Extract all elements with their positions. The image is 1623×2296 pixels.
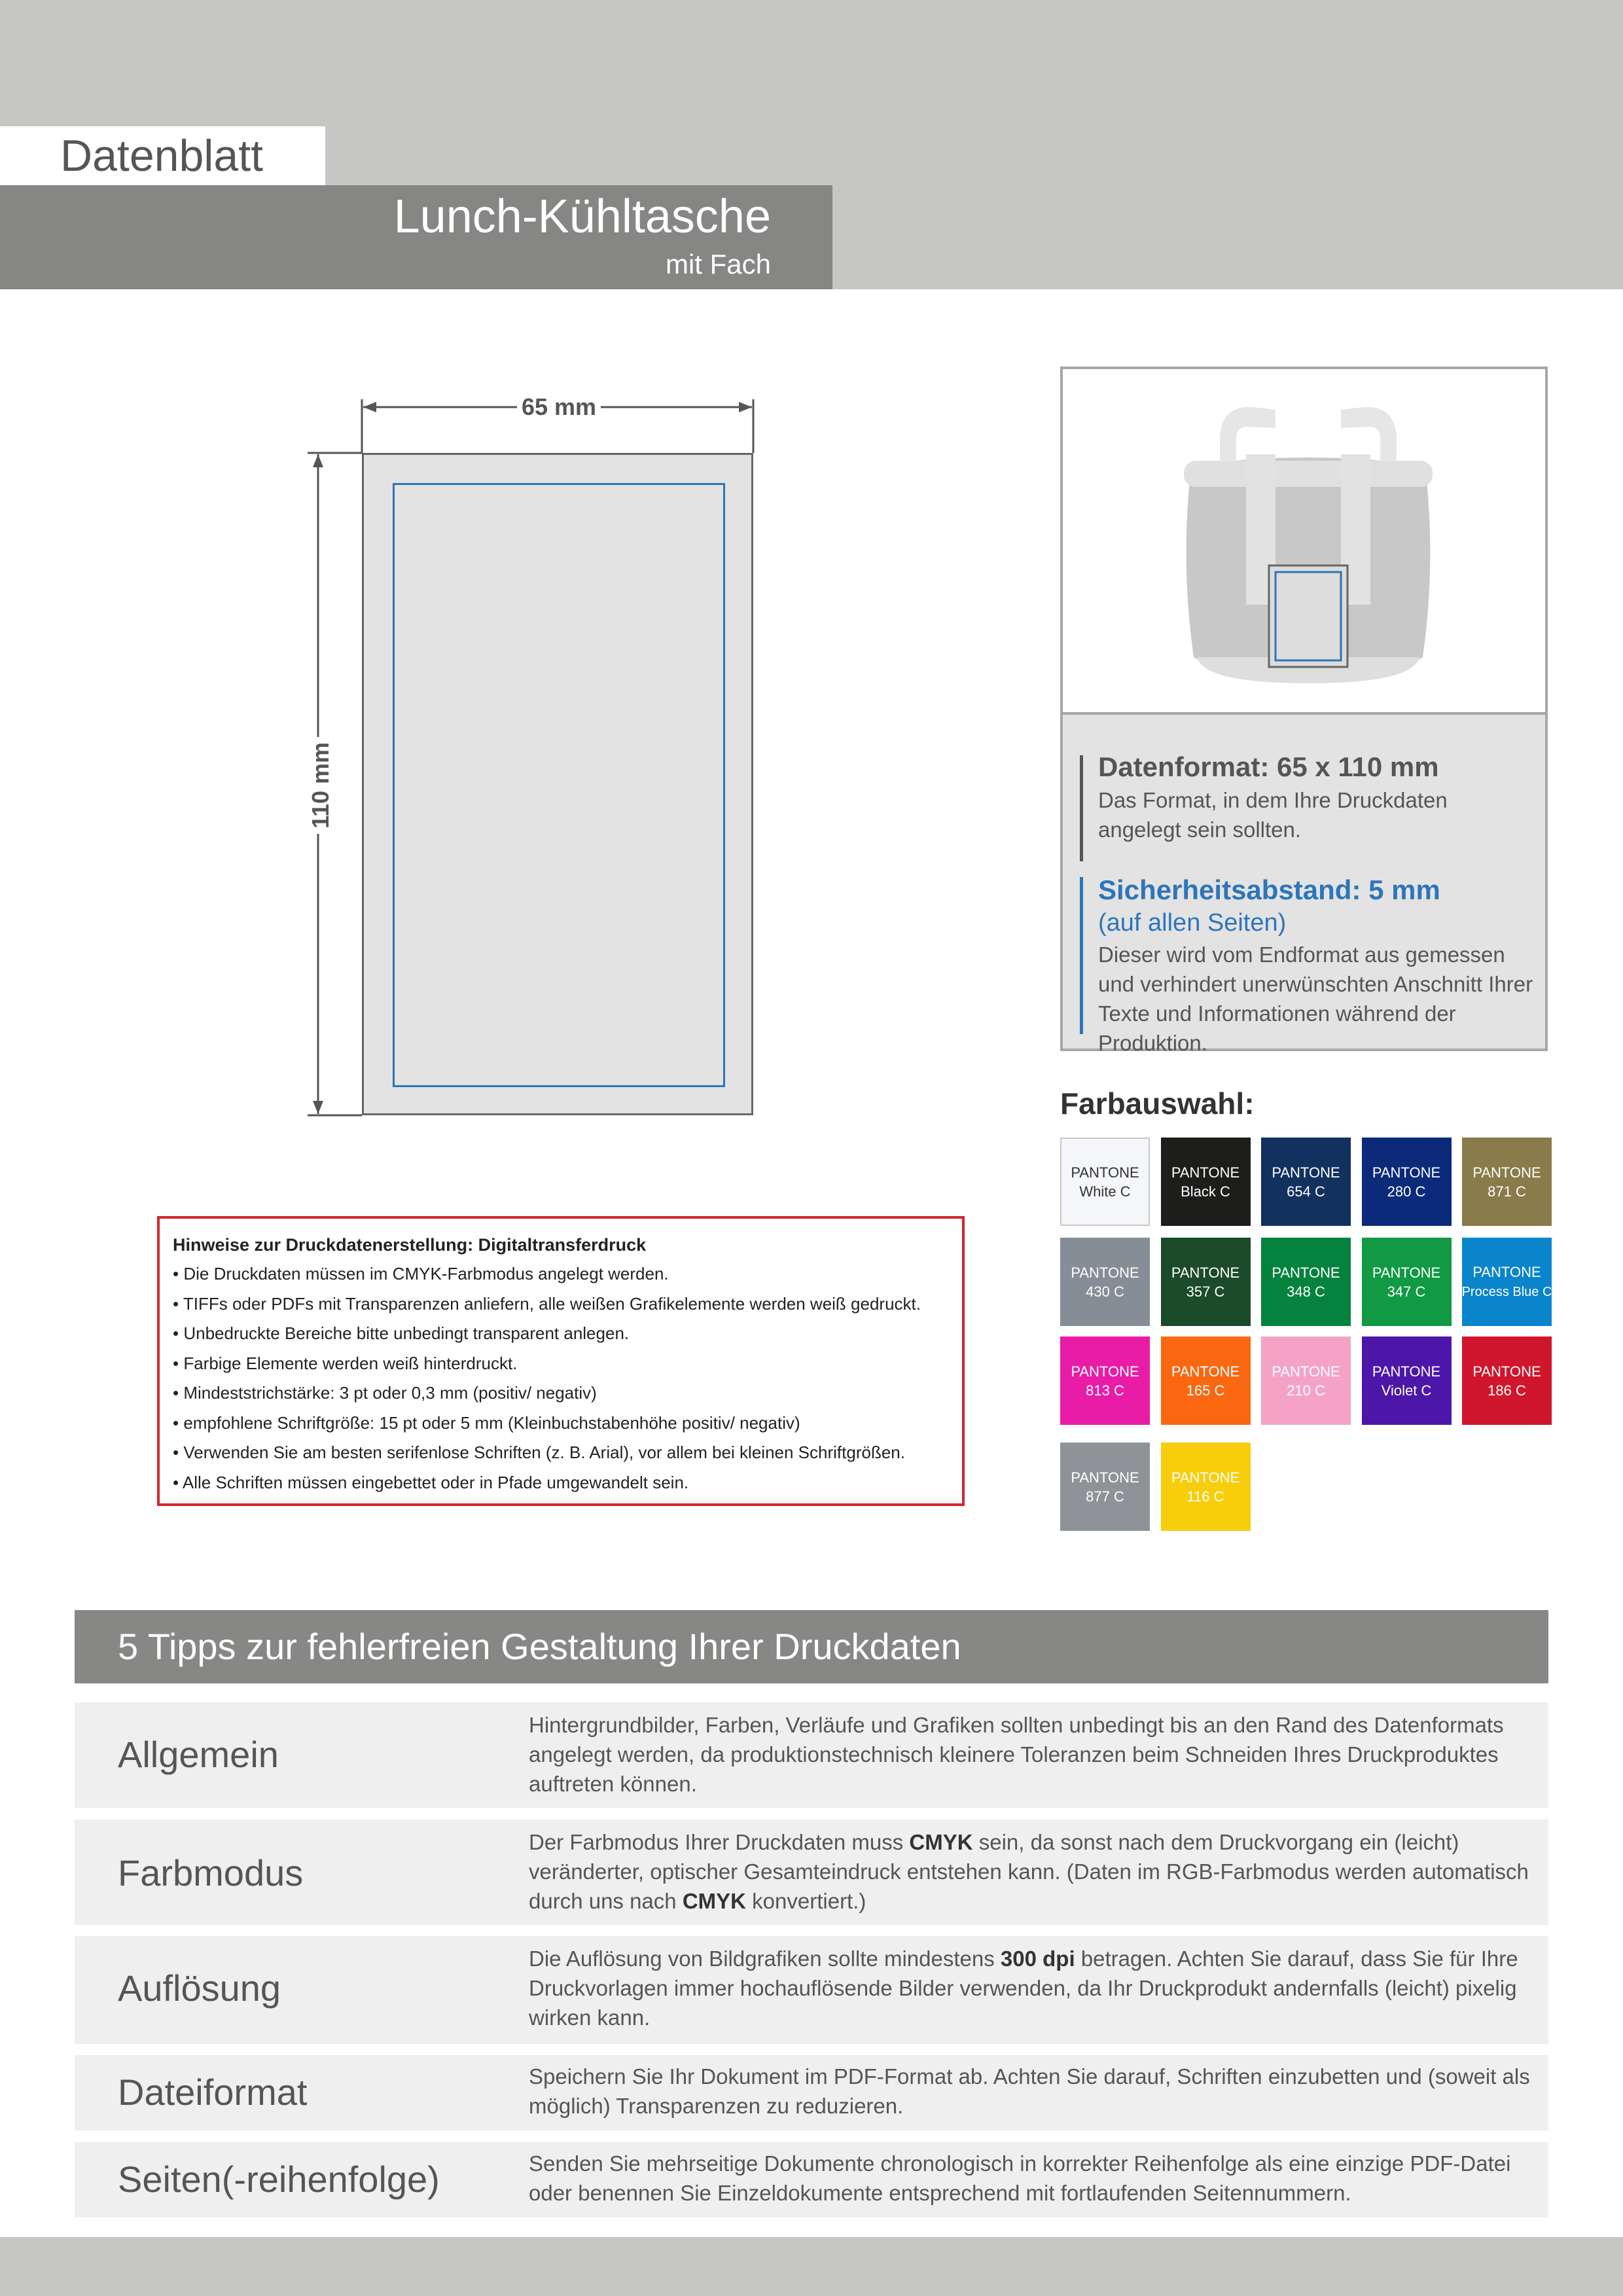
arrow-left (363, 402, 376, 412)
swatch-label (1272, 1263, 1340, 1301)
footer-band (0, 2237, 1623, 2296)
swatch-label (1171, 1263, 1240, 1301)
swatch-label (1171, 1362, 1240, 1400)
tip-text-part: konvertiert.) (746, 1889, 866, 1913)
swatch-brand: PANTONE (1472, 1363, 1541, 1380)
swatch-brand: PANTONE (1171, 1164, 1240, 1181)
color-swatch (1362, 1138, 1452, 1226)
tip-text-bold: CMYK (909, 1830, 973, 1854)
swatch-label (1272, 1362, 1340, 1400)
swatch-brand: PANTONE (1071, 1469, 1139, 1486)
swatch-label (1171, 1163, 1240, 1201)
tip-text-part: Der Farbmodus Ihrer Druckdaten muss (529, 1830, 910, 1854)
width-label: 65 mm (517, 391, 601, 423)
hint-item: • empfohlene Schriftgröße: 15 pt oder 5 mm (Kleinbuchstabenhöhe positiv/ negativ) (173, 1412, 800, 1433)
tip-label: Auflösung (118, 1967, 281, 2009)
dimension-lines (0, 0, 851, 1145)
format-accent-bar (1080, 755, 1083, 861)
arrow-right (739, 402, 752, 412)
swatch-code: 430 C (1086, 1283, 1124, 1300)
swatch-code: 165 C (1186, 1382, 1225, 1399)
tip-text-part: sein, da sonst nach dem Druckvorgang ein (leicht) veränderter, optischer Gesamteindruck entstehen kann. (Daten im RGB-Farbmodus werden automatisch durch uns nach (529, 1830, 1529, 1913)
safety-accent-bar (1080, 877, 1083, 1034)
hint-item: • TIFFs oder PDFs mit Transparenzen anliefern, alle weißen Grafikelemente werden weiß gedruckt. (173, 1293, 921, 1314)
product-title: Lunch-Kühltasche (393, 190, 771, 243)
safety-description: Dieser wird vom Endformat aus gemessen und verhindert unerwünschten Anschnitt Ihrer Texte und Informationen während der Produktion. (1098, 942, 1533, 1055)
print-hints-box (157, 1216, 965, 1506)
height-label: 110 mm (307, 737, 334, 834)
swatch-code: 210 C (1287, 1382, 1325, 1399)
swatch-brand: PANTONE (1071, 1363, 1139, 1380)
color-swatch (1261, 1238, 1351, 1326)
tip-text (529, 1827, 1537, 1916)
hint-item: • Alle Schriften müssen eingebettet oder in Pfade umgewandelt sein. (173, 1472, 689, 1492)
swatch-code: 116 C (1186, 1488, 1224, 1505)
swatch-label (1372, 1362, 1440, 1400)
safety-heading: Sicherheitsabstand: 5 mm (1098, 874, 1440, 905)
tip-text: Hintergrundbilder, Farben, Verläufe und Grafiken sollten unbedingt bis an den Rand des Datenformats angelegt werden, da produktionstechnisch kleinere Toleranzen beim Schneiden Ihres Druckproduktes auftreten können. (529, 1713, 1504, 1796)
tip-text-bold: CMYK (682, 1889, 746, 1913)
swatch-code: 348 C (1287, 1283, 1325, 1300)
swatch-brand: PANTONE (1171, 1469, 1240, 1486)
tip-text: Speichern Sie Ihr Dokument im PDF-Format ab. Achten Sie darauf, Schriften einzubetten und (soweit als möglich) Transparenzen zu reduzieren. (529, 2064, 1530, 2118)
swatch-code: White C (1079, 1183, 1131, 1200)
height-label-wrap (285, 744, 357, 827)
color-swatch (1261, 1138, 1351, 1226)
doc-label: Datenblatt (60, 131, 263, 181)
swatch-label (1071, 1263, 1139, 1301)
tip-row-seiten (75, 2142, 1548, 2217)
hint-item: • Die Druckdaten müssen im CMYK-Farbmodus angelegt werden. (173, 1264, 669, 1283)
color-swatch (1362, 1238, 1452, 1326)
swatch-brand: PANTONE (1372, 1164, 1441, 1181)
format-description: Das Format, in dem Ihre Druckdaten angelegt sein sollten. (1098, 788, 1448, 842)
tip-text-part: betragen. Achten Sie darauf, dass Sie für Ihre Druckvorlagen immer hochauflösende Bilder verwenden, da Ihr Druckprodukt andernfalls (leicht) pixelig wirken kann. (529, 1946, 1518, 2030)
swatch-brand: PANTONE (1472, 1263, 1541, 1280)
swatch-label (1462, 1263, 1552, 1302)
swatch-label (1071, 1468, 1139, 1506)
tip-label: Seiten(-reihenfolge) (118, 2159, 440, 2200)
hints-list (173, 1259, 949, 1498)
swatch-code: 877 C (1086, 1488, 1124, 1505)
color-swatch (1060, 1443, 1150, 1531)
swatch-code: Violet C (1381, 1382, 1432, 1399)
color-swatch (1060, 1238, 1150, 1326)
tip-label: Allgemein (118, 1734, 279, 1775)
info-card (1060, 367, 1548, 1055)
swatch-code: 347 C (1387, 1283, 1426, 1300)
swatch-label (1071, 1163, 1139, 1201)
swatch-brand: PANTONE (1171, 1264, 1240, 1281)
swatch-code: 186 C (1488, 1382, 1526, 1399)
swatch-brand: PANTONE (1272, 1164, 1340, 1181)
hint-item: • Mindeststrichstärke: 3 pt oder 0,3 mm (positiv/ negativ) (173, 1383, 597, 1403)
color-swatch (1261, 1336, 1351, 1425)
color-swatch (1362, 1336, 1452, 1425)
swatch-brand: PANTONE (1272, 1264, 1340, 1281)
swatch-label (1372, 1163, 1440, 1201)
tip-text-part: Die Auflösung von Bildgrafiken sollte mindestens (529, 1946, 1001, 1971)
swatch-label (1071, 1362, 1139, 1400)
tip-row-dateiformat (75, 2055, 1548, 2130)
color-swatch (1462, 1336, 1552, 1425)
swatch-brand: PANTONE (1272, 1363, 1340, 1380)
arrow-up (313, 454, 323, 467)
tip-label: Dateiformat (118, 2072, 308, 2113)
color-selection-title: Farbauswahl: (1060, 1086, 1255, 1121)
arrow-down (313, 1101, 323, 1114)
swatch-code: 871 C (1488, 1183, 1526, 1200)
swatch-label (1272, 1163, 1340, 1201)
swatch-code: 654 C (1287, 1183, 1325, 1200)
color-swatch (1161, 1336, 1251, 1425)
swatch-label (1472, 1163, 1541, 1201)
cooler-bag-illustration (1171, 395, 1446, 696)
swatch-code: Process Blue C (1461, 1284, 1552, 1299)
swatch-code: 813 C (1086, 1382, 1124, 1399)
hints-title: Hinweise zur Druckdatenerstellung: Digitaltransferdruck (173, 1235, 647, 1255)
swatch-brand: PANTONE (1071, 1264, 1139, 1281)
swatch-brand: PANTONE (1071, 1164, 1139, 1181)
color-swatch (1161, 1443, 1251, 1531)
swatch-brand: PANTONE (1171, 1363, 1240, 1380)
tip-row-aufloesung (75, 1936, 1548, 2044)
swatch-label (1472, 1362, 1541, 1400)
swatch-code: 357 C (1186, 1283, 1225, 1300)
tips-title: 5 Tipps zur fehlerfreien Gestaltung Ihrer Druckdaten (118, 1626, 961, 1667)
tip-text (529, 1944, 1537, 2032)
hint-item: • Verwenden Sie am besten serifenlose Schriften (z. B. Arial), vor allem bei kleinen Schriftgrößen. (173, 1443, 905, 1462)
tip-label: Farbmodus (118, 1852, 304, 1893)
hint-item: • Farbige Elemente werden weiß hinterdruckt. (173, 1353, 518, 1373)
swatch-code: Black C (1181, 1183, 1230, 1200)
format-heading: Datenformat: 65 x 110 mm (1098, 751, 1439, 782)
tip-text-bold: 300 dpi (1000, 1946, 1075, 1971)
color-swatch (1161, 1138, 1251, 1226)
product-subtitle: mit Fach (665, 249, 771, 279)
swatch-brand: PANTONE (1372, 1264, 1441, 1281)
tip-row-farbmodus (75, 1820, 1548, 1925)
color-swatch (1161, 1238, 1251, 1326)
swatch-brand: PANTONE (1372, 1363, 1441, 1380)
color-swatch (1462, 1138, 1552, 1226)
tip-row-allgemein (75, 1702, 1548, 1808)
color-swatch (1060, 1138, 1150, 1226)
swatch-label (1171, 1468, 1240, 1506)
swatch-code: 280 C (1387, 1183, 1426, 1200)
safety-subheading: (auf allen Seiten) (1098, 909, 1287, 937)
color-swatch (1060, 1336, 1150, 1425)
tip-text: Senden Sie mehrseitige Dokumente chronologisch in korrekter Reihenfolge als eine einzige PDF-Datei oder benennen Sie Einzeldokumente entsprechend mit fortlaufenden Seitennummern. (529, 2151, 1511, 2205)
swatch-label (1372, 1263, 1440, 1301)
swatch-brand: PANTONE (1472, 1164, 1541, 1181)
color-swatch (1462, 1238, 1552, 1326)
hint-item: • Unbedruckte Bereiche bitte unbedingt transparent anlegen. (173, 1323, 630, 1343)
